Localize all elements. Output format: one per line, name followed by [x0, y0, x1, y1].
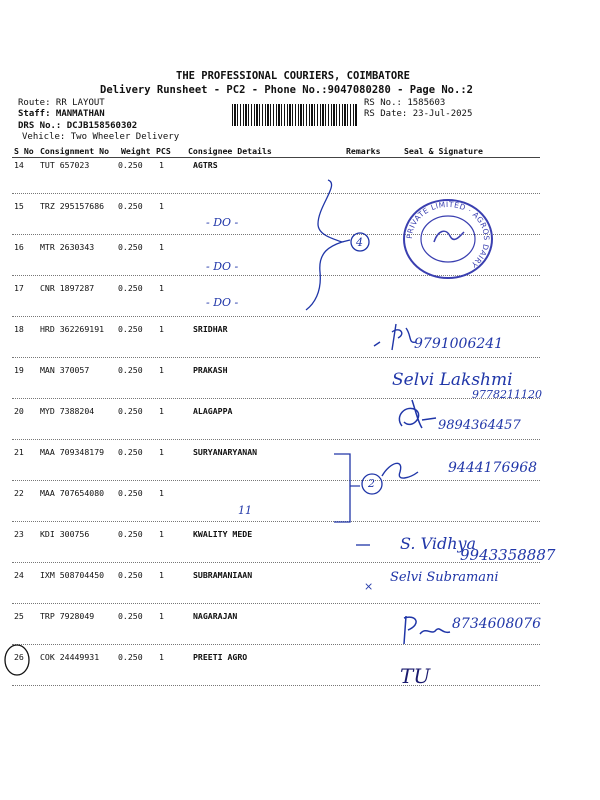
row-consignment: MAA 707654080 — [40, 488, 105, 498]
signature-name: S. Vidhya — [400, 534, 477, 553]
row-sno: 23 — [14, 529, 24, 539]
row-pcs: 1 — [159, 242, 164, 252]
row-pcs: 1 — [159, 324, 164, 334]
row-consignment: MAN 370057 — [40, 365, 90, 375]
row-divider — [12, 398, 540, 399]
row-weight: 0.250 — [118, 447, 143, 457]
company-title: THE PROFESSIONAL COURIERS, COIMBATORE — [176, 70, 410, 82]
phone-number: 9778211120 — [472, 388, 542, 401]
row-consignment: COK 24449931 — [40, 652, 100, 662]
row-sno: 24 — [14, 570, 24, 580]
row-pcs: 1 — [159, 488, 164, 498]
row-weight: 0.250 — [118, 160, 143, 170]
row-weight: 0.250 — [118, 570, 143, 580]
vehicle-label: Vehicle: Two Wheeler Delivery — [22, 132, 180, 142]
barcode — [232, 104, 358, 126]
row-consignee: ALAGAPPA — [193, 406, 233, 416]
seal-text: PRIVATE LIMITED · AGROS DAIRY — [404, 199, 492, 270]
col-seal: Seal & Signature — [404, 146, 483, 156]
row-sno: 25 — [14, 611, 24, 621]
row-sno: 18 — [14, 324, 24, 334]
row-pcs: 1 — [159, 201, 164, 211]
col-consignee: Consignee Details — [188, 146, 272, 156]
row-consignee: PREETI AGRO — [193, 652, 248, 662]
row-pcs: 1 — [159, 652, 164, 662]
row-sno: 19 — [14, 365, 24, 375]
dash-mark — [354, 540, 374, 550]
signature-name: TU — [400, 664, 431, 688]
row-sno: 15 — [14, 201, 24, 211]
row-weight: 0.250 — [118, 365, 143, 375]
rs-number: RS No.: 1585603 — [364, 98, 446, 108]
row-pcs: 1 — [159, 529, 164, 539]
row-sno: 21 — [14, 447, 24, 457]
row-divider — [12, 521, 540, 522]
row-sno: 20 — [14, 406, 24, 416]
row-consignment: HRD 362269191 — [40, 324, 105, 334]
ditto-mark: - DO - — [206, 216, 239, 229]
row-consignee: AGTRS — [193, 160, 218, 170]
row-pcs: 1 — [159, 570, 164, 580]
row-consignment: KDI 300756 — [40, 529, 90, 539]
col-pcs: PCS — [156, 146, 171, 156]
row-pcs: 1 — [159, 447, 164, 457]
row-consignee: PRAKASH — [193, 365, 228, 375]
signature-mark — [392, 396, 442, 436]
route-label: Route: RR LAYOUT — [18, 98, 105, 108]
signature-name: Selvi Subramani — [390, 570, 499, 585]
row-pcs: 1 — [159, 611, 164, 621]
row-weight: 0.250 — [118, 324, 143, 334]
row-sno: 26 — [14, 652, 24, 662]
row-weight: 0.250 — [118, 283, 143, 293]
col-sno: S No — [14, 146, 34, 156]
row-weight: 0.250 — [118, 406, 143, 416]
group-count: 2 — [368, 477, 375, 490]
phone-number: 9444176968 — [448, 460, 538, 476]
row-consignee: SURYANARYANAN — [193, 447, 258, 457]
row-weight: 0.250 — [118, 201, 143, 211]
row-sno: 16 — [14, 242, 24, 252]
row-consignment: MAA 709348179 — [40, 447, 105, 457]
row-pcs: 1 — [159, 406, 164, 416]
ditto-mark: - DO - — [206, 260, 239, 273]
row-divider — [12, 193, 540, 194]
cross-mark: × — [364, 580, 374, 593]
row-weight: 0.250 — [118, 242, 143, 252]
group-count: 4 — [356, 236, 363, 249]
row-divider — [12, 439, 540, 440]
row-consignment: CNR 1897287 — [40, 283, 95, 293]
row-divider — [12, 357, 540, 358]
row-divider — [12, 316, 540, 317]
ditto-mark: 11 — [238, 504, 252, 517]
row-pcs: 1 — [159, 160, 164, 170]
row-pcs: 1 — [159, 365, 164, 375]
row-weight: 0.250 — [118, 652, 143, 662]
row-weight: 0.250 — [118, 488, 143, 498]
phone-number: 8734608076 — [452, 616, 542, 632]
row-consignment: TRZ 295157686 — [40, 201, 105, 211]
row-consignee: SRIDHAR — [193, 324, 228, 334]
rs-date: RS Date: 23-Jul-2025 — [364, 109, 473, 119]
row-divider — [12, 603, 540, 604]
row-sno: 14 — [14, 160, 24, 170]
row-divider — [12, 685, 540, 686]
row-consignment: IXM 508704450 — [40, 570, 105, 580]
row-consignee: NAGARAJAN — [193, 611, 238, 621]
col-remarks: Remarks — [346, 146, 381, 156]
row-consignment: TRP 7928049 — [40, 611, 95, 621]
row-consignee: SUBRAMANIAAN — [193, 570, 253, 580]
row-consignee: KWALITY MEDE — [193, 529, 253, 539]
row-divider — [12, 644, 540, 645]
row-weight: 0.250 — [118, 611, 143, 621]
col-weight: Weight — [121, 146, 151, 156]
row-weight: 0.250 — [118, 529, 143, 539]
signature-name: Selvi Lakshmi — [392, 370, 513, 390]
row-divider — [12, 480, 540, 481]
phone-number: 9791006241 — [414, 336, 504, 352]
company-seal-stamp — [400, 196, 496, 282]
row-pcs: 1 — [159, 283, 164, 293]
row-consignment: MYD 7388204 — [40, 406, 95, 416]
row-sno: 17 — [14, 283, 24, 293]
header-rule — [12, 157, 540, 158]
signature-mark — [398, 612, 454, 648]
phone-number: 9894364457 — [438, 418, 521, 433]
runsheet-title: Delivery Runsheet - PC2 - Phone No.:9047080280 - Page No.:2 — [100, 84, 473, 96]
row-circle-mark — [2, 642, 32, 678]
phone-number: 9943358887 — [460, 546, 556, 564]
grouping-brace — [330, 450, 420, 530]
row-sno: 22 — [14, 488, 24, 498]
row-consignment: MTR 2630343 — [40, 242, 95, 252]
drs-number: DRS No.: DCJB158560302 — [18, 121, 138, 131]
ditto-mark: - DO - — [206, 296, 239, 309]
col-consignment: Consignment No — [40, 146, 110, 156]
row-consignment: TUT 657023 — [40, 160, 90, 170]
grouping-brace — [300, 176, 380, 316]
staff-label: Staff: MANMATHAN — [18, 109, 105, 119]
